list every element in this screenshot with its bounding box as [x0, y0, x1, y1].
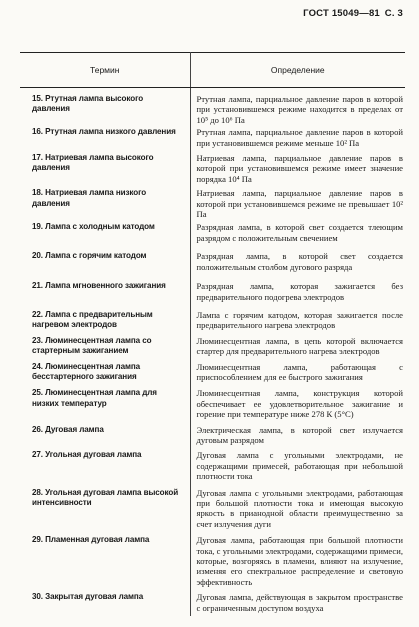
term-cell: 26. Дуговая лампа	[20, 424, 190, 450]
table-row	[20, 449, 405, 486]
definition-cell: Лампа с горячим катодом, которая зажигается после предварительного нагрева электродов	[196, 309, 403, 331]
definition-cell: Дуговая лампа, действующая в закрытом пространстве с ограниченным доступом воздуха	[196, 592, 403, 613]
definition-cell: Натриевая лампа, парциальное давление паров в которой при установившемся режиме имеет значение порядка 10⁴ Па	[196, 153, 403, 184]
table-row	[20, 221, 405, 250]
definition-cell: Люминесцентная лампа, в цепь которой включается стартер для предварительного нагрева электродов	[196, 335, 403, 357]
definition-cell: Ртутная лампа, парциальное давление паров в которой при установившемся режиме находится в пределах от 10⁵ до 10⁶ Па	[196, 94, 403, 125]
term-cell: 20. Лампа с горячим катодом	[20, 250, 190, 280]
table-row	[20, 591, 405, 616]
terms-table	[20, 52, 405, 616]
table-row	[20, 487, 405, 535]
column-header-term: Термин	[20, 53, 190, 88]
definition-cell: Разрядная лампа, в которой свет создается тлеющим разрядом с положительным свечением	[196, 222, 403, 243]
term-cell: 21. Лампа мгновенного зажигания	[20, 280, 190, 309]
definition-cell: Дуговая лампа, работающая при большой плотности тока, с угольными электродами, содержащими примеси, которые, возгоряясь в пламени, влияют на излучение, изменяя его спектральное распределение и световую эффективность	[196, 535, 403, 587]
table-row	[20, 309, 405, 335]
definition-cell: Дуговая лампа с угольными электродами, не содержащими примесей, работающая при небольшой плотности тока	[196, 450, 403, 482]
table-row	[20, 534, 405, 591]
table-row	[20, 152, 405, 187]
term-cell: 29. Пламенная дуговая лампа	[20, 534, 190, 591]
definition-cell: Люминесцентная лампа, работающая с приспособлением для ее быстрого зажигания	[196, 361, 403, 382]
term-cell: 27. Угольная дуговая лампа	[20, 449, 190, 486]
table-row	[20, 424, 405, 450]
definition-cell: Натриевая лампа, парциальное давление паров в которой при установившемся режиме не превышает 10² Па	[196, 188, 403, 220]
table-row	[20, 126, 405, 152]
table-row	[20, 335, 405, 361]
definition-cell: Разрядная лампа, в которой свет создается положительным столбом дугового разряда	[196, 251, 403, 272]
definition-cell: Ртутная лампа, парциальное давление паров в которой при установившемся режиме меньше 10² Па	[196, 127, 403, 148]
table-row	[20, 387, 405, 423]
column-header-definition: Определение	[190, 53, 405, 88]
term-cell: 24. Люминесцентная лампа бесстартерного зажигания	[20, 361, 190, 388]
definition-cell: Дуговая лампа с угольными электродами, работающая при большой плотности тока и имеющая высокую яркость в прианодной области преимущественно за счет излучения дуги	[196, 487, 403, 529]
term-cell: 17. Натриевая лампа высокого давления	[20, 152, 190, 187]
term-cell: 19. Лампа с холодным катодом	[20, 221, 190, 250]
term-cell: 30. Закрытая дуговая лампа	[20, 591, 190, 616]
table-body	[20, 88, 405, 617]
term-cell: 15. Ртутная лампа высокого давления	[20, 93, 190, 126]
term-cell: 28. Угольная дуговая лампа высокой интенсивности	[20, 487, 190, 535]
term-cell: 18. Натриевая лампа низкого давления	[20, 187, 190, 221]
table-row	[20, 361, 405, 388]
table-header-row	[20, 53, 405, 88]
table-row	[20, 93, 405, 126]
term-cell: 25. Люминесцентная лампа для низких температур	[20, 387, 190, 423]
definition-cell: Разрядная лампа, которая зажигается без предварительного подогрева электродов	[196, 281, 403, 302]
standard-number: ГОСТ 15049—81	[303, 8, 380, 19]
table-row	[20, 187, 405, 221]
term-cell: 22. Лампа с предварительным нагревом электродов	[20, 309, 190, 335]
term-cell: 23. Люминесцентная лампа со стартерным зажиганием	[20, 335, 190, 361]
term-cell: 16. Ртутная лампа низкого давления	[20, 126, 190, 152]
definition-cell: Электрическая лампа, в которой свет излучается дуговым разрядом	[196, 424, 403, 445]
definition-cell: Люминесцентная лампа, конструкция которой обеспечивает ее удовлетворительное зажигание и горение при температуре ниже 278 К (5°С)	[196, 388, 403, 420]
page-header	[301, 8, 403, 19]
page-number: С. 3	[384, 8, 403, 19]
table-row	[20, 280, 405, 309]
table-row	[20, 250, 405, 280]
